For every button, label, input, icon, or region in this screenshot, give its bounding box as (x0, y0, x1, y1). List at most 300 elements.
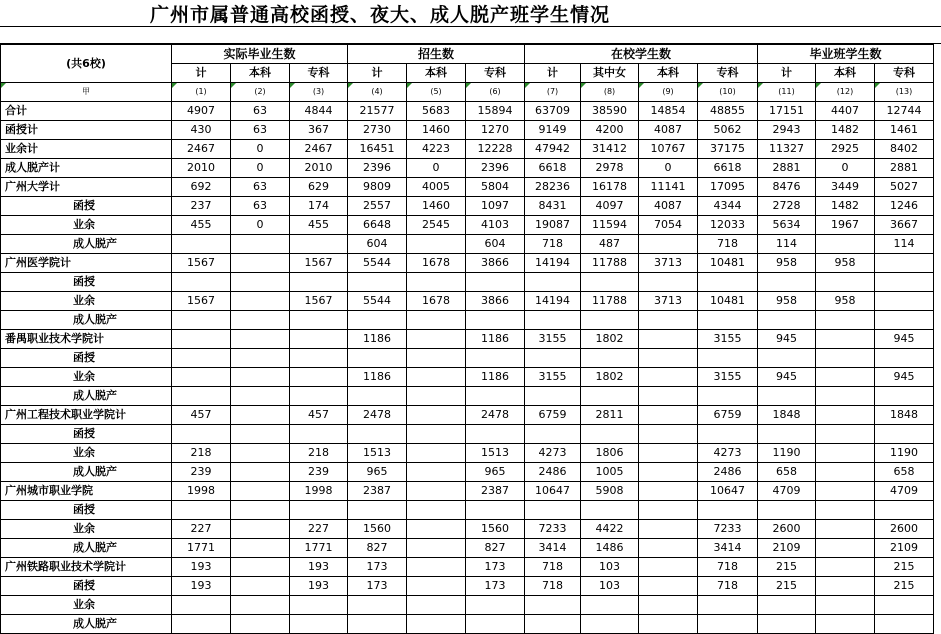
table-cell: 63 (231, 178, 290, 197)
table-cell (525, 615, 581, 634)
table-row (1, 102, 934, 121)
table-cell (581, 387, 639, 406)
table-cell (875, 387, 934, 406)
row-label: 函授 (1, 577, 172, 596)
table-cell: 5634 (758, 216, 816, 235)
table-cell: 718 (698, 558, 758, 577)
table-cell: 1567 (290, 292, 348, 311)
group-header: 在校学生数 (525, 45, 758, 64)
table-cell: 3449 (816, 178, 875, 197)
sheet-title: 广州市属普通高校函授、夜大、成人脱产班学生情况 (149, 3, 610, 26)
table-cell: 718 (525, 235, 581, 254)
table-cell (231, 558, 290, 577)
table-cell: 1513 (348, 444, 407, 463)
table-cell (231, 368, 290, 387)
index-row (1, 83, 934, 102)
table-row (1, 292, 934, 311)
table-cell (231, 596, 290, 615)
table-cell: 0 (231, 159, 290, 178)
table-cell (875, 596, 934, 615)
table-cell (581, 501, 639, 520)
table-cell (816, 615, 875, 634)
table-row (1, 159, 934, 178)
table-cell: 239 (290, 463, 348, 482)
table-cell (816, 368, 875, 387)
column-index: (5) (407, 83, 466, 102)
column-header: 专科 (466, 64, 525, 83)
table-cell (816, 349, 875, 368)
column-header: 计 (348, 64, 407, 83)
table-cell: 1771 (290, 539, 348, 558)
table-cell (348, 311, 407, 330)
table-cell: 63709 (525, 102, 581, 121)
table-cell (290, 349, 348, 368)
table-cell (639, 482, 698, 501)
table-cell: 2881 (875, 159, 934, 178)
row-label: 番禺职业技术学院计 (1, 330, 172, 349)
table-cell (172, 596, 231, 615)
table-cell: 5027 (875, 178, 934, 197)
table-cell (581, 349, 639, 368)
table-cell: 7054 (639, 216, 698, 235)
column-index: (6) (466, 83, 525, 102)
index-label: 甲 (1, 83, 172, 102)
table-cell (816, 482, 875, 501)
column-index: (9) (639, 83, 698, 102)
table-cell (290, 387, 348, 406)
table-cell: 1190 (875, 444, 934, 463)
table-cell (816, 406, 875, 425)
column-index: (13) (875, 83, 934, 102)
table-cell: 1186 (466, 330, 525, 349)
table-cell: 17095 (698, 178, 758, 197)
table-cell (231, 482, 290, 501)
table-cell: 16178 (581, 178, 639, 197)
table-cell: 63 (231, 197, 290, 216)
table-cell: 63 (231, 121, 290, 140)
table-cell (639, 615, 698, 634)
table-cell (525, 501, 581, 520)
table-row (1, 197, 934, 216)
table-cell: 1771 (172, 539, 231, 558)
table-cell: 114 (758, 235, 816, 254)
table-cell: 4407 (816, 102, 875, 121)
table-cell: 12228 (466, 140, 525, 159)
table-cell: 1186 (348, 368, 407, 387)
table-row (1, 387, 934, 406)
table-cell (407, 463, 466, 482)
table-cell (231, 406, 290, 425)
table-cell (348, 387, 407, 406)
column-header: 其中女 (581, 64, 639, 83)
table-cell (639, 558, 698, 577)
table-cell: 2486 (525, 463, 581, 482)
table-cell: 658 (758, 463, 816, 482)
table-cell: 227 (290, 520, 348, 539)
row-label: 成人脱产计 (1, 159, 172, 178)
table-cell (407, 596, 466, 615)
table-cell: 28236 (525, 178, 581, 197)
table-cell: 215 (758, 577, 816, 596)
table-cell (816, 387, 875, 406)
table-cell: 3414 (698, 539, 758, 558)
table-cell: 1560 (348, 520, 407, 539)
table-cell: 8476 (758, 178, 816, 197)
table-cell: 237 (172, 197, 231, 216)
table-cell: 3155 (698, 330, 758, 349)
table-cell (172, 311, 231, 330)
table-cell: 1270 (466, 121, 525, 140)
table-cell: 1482 (816, 121, 875, 140)
row-label: 广州铁路职业技术学院计 (1, 558, 172, 577)
column-header: 计 (525, 64, 581, 83)
group-header: 毕业班学生数 (758, 45, 934, 64)
table-cell: 3155 (525, 368, 581, 387)
table-cell (758, 501, 816, 520)
table-cell: 1482 (816, 197, 875, 216)
table-cell: 3713 (639, 254, 698, 273)
table-cell: 4709 (758, 482, 816, 501)
table-cell (816, 425, 875, 444)
table-cell: 1190 (758, 444, 816, 463)
table-cell: 4103 (466, 216, 525, 235)
table-row (1, 311, 934, 330)
table-cell: 2467 (172, 140, 231, 159)
table-cell (290, 596, 348, 615)
table-cell: 958 (758, 254, 816, 273)
table-cell: 215 (758, 558, 816, 577)
table-cell: 1967 (816, 216, 875, 235)
row-label: 成人脱产 (1, 463, 172, 482)
row-label: 函授 (1, 197, 172, 216)
table-cell: 15894 (466, 102, 525, 121)
table-row (1, 330, 934, 349)
table-cell: 5804 (466, 178, 525, 197)
row-label: 业余 (1, 444, 172, 463)
table-cell (231, 273, 290, 292)
group-header: 招生数 (348, 45, 525, 64)
table-cell: 1567 (172, 254, 231, 273)
table-cell: 5062 (698, 121, 758, 140)
table-cell: 6648 (348, 216, 407, 235)
table-cell (816, 501, 875, 520)
table-cell (639, 577, 698, 596)
table-cell: 114 (875, 235, 934, 254)
table-cell: 2978 (581, 159, 639, 178)
table-cell (231, 444, 290, 463)
table-cell: 1998 (172, 482, 231, 501)
table-cell: 0 (231, 140, 290, 159)
table-cell (407, 406, 466, 425)
table-cell (758, 387, 816, 406)
table-cell (639, 235, 698, 254)
table-cell (816, 311, 875, 330)
table-row (1, 406, 934, 425)
table-cell (758, 615, 816, 634)
table-cell: 1998 (290, 482, 348, 501)
table-cell (172, 501, 231, 520)
table-cell (231, 501, 290, 520)
table-cell (639, 349, 698, 368)
table-cell (639, 387, 698, 406)
table-cell (525, 425, 581, 444)
column-index: (11) (758, 83, 816, 102)
table-cell (407, 330, 466, 349)
row-label: 业余 (1, 368, 172, 387)
table-cell: 1678 (407, 292, 466, 311)
row-label: 函授计 (1, 121, 172, 140)
table-cell (407, 425, 466, 444)
table-cell (466, 615, 525, 634)
table-cell (698, 425, 758, 444)
table-cell: 193 (172, 577, 231, 596)
row-label: 业余 (1, 292, 172, 311)
data-table (0, 44, 934, 634)
table-cell: 193 (290, 577, 348, 596)
column-header: 专科 (290, 64, 348, 83)
row-label: 合计 (1, 102, 172, 121)
table-cell: 103 (581, 558, 639, 577)
table-cell (758, 596, 816, 615)
table-cell: 1186 (348, 330, 407, 349)
table-cell: 10767 (639, 140, 698, 159)
table-cell (698, 273, 758, 292)
table-cell: 2109 (758, 539, 816, 558)
table-cell: 2010 (290, 159, 348, 178)
table-cell: 173 (348, 558, 407, 577)
table-cell (172, 330, 231, 349)
table-cell: 945 (875, 330, 934, 349)
table-cell: 9809 (348, 178, 407, 197)
table-row (1, 368, 934, 387)
table-cell (698, 596, 758, 615)
table-cell: 1460 (407, 197, 466, 216)
table-cell: 1005 (581, 463, 639, 482)
table-cell (172, 387, 231, 406)
table-row (1, 577, 934, 596)
table-cell (231, 425, 290, 444)
table-cell: 692 (172, 178, 231, 197)
column-index: (8) (581, 83, 639, 102)
table-cell: 7233 (698, 520, 758, 539)
blank-row (0, 27, 941, 44)
table-cell (816, 444, 875, 463)
table-cell (639, 444, 698, 463)
row-label: 成人脱产 (1, 311, 172, 330)
table-cell: 11594 (581, 216, 639, 235)
table-cell (407, 349, 466, 368)
table-cell (231, 235, 290, 254)
table-cell: 1460 (407, 121, 466, 140)
table-cell (290, 425, 348, 444)
table-cell (407, 577, 466, 596)
table-cell: 173 (466, 558, 525, 577)
table-cell: 11788 (581, 292, 639, 311)
table-cell: 2600 (758, 520, 816, 539)
column-index: (4) (348, 83, 407, 102)
table-cell (231, 520, 290, 539)
table-row (1, 121, 934, 140)
table-row (1, 596, 934, 615)
table-cell (407, 501, 466, 520)
table-cell (875, 349, 934, 368)
table-cell: 1246 (875, 197, 934, 216)
table-cell: 16451 (348, 140, 407, 159)
table-cell: 430 (172, 121, 231, 140)
row-label: 函授 (1, 425, 172, 444)
table-cell (639, 273, 698, 292)
table-cell (698, 349, 758, 368)
table-cell (525, 311, 581, 330)
table-cell: 4005 (407, 178, 466, 197)
table-cell: 14194 (525, 292, 581, 311)
table-cell (758, 349, 816, 368)
table-cell: 1486 (581, 539, 639, 558)
table-cell: 1513 (466, 444, 525, 463)
table-cell (875, 425, 934, 444)
table-cell (875, 311, 934, 330)
row-label: 函授 (1, 349, 172, 368)
table-cell: 2486 (698, 463, 758, 482)
table-cell: 10481 (698, 292, 758, 311)
table-cell (581, 311, 639, 330)
row-label: 成人脱产 (1, 235, 172, 254)
table-cell (758, 273, 816, 292)
table-cell (466, 311, 525, 330)
table-cell (348, 349, 407, 368)
column-index: (12) (816, 83, 875, 102)
table-row (1, 178, 934, 197)
table-cell: 827 (348, 539, 407, 558)
table-cell (290, 330, 348, 349)
table-cell: 2387 (466, 482, 525, 501)
table-cell (348, 596, 407, 615)
table-cell: 1567 (290, 254, 348, 273)
table-cell (407, 387, 466, 406)
table-cell (875, 292, 934, 311)
table-cell (407, 482, 466, 501)
table-cell: 1560 (466, 520, 525, 539)
row-label: 成人脱产 (1, 615, 172, 634)
table-cell (348, 273, 407, 292)
table-cell (816, 273, 875, 292)
table-cell: 2557 (348, 197, 407, 216)
table-cell (581, 273, 639, 292)
table-cell: 174 (290, 197, 348, 216)
table-cell: 4097 (581, 197, 639, 216)
table-cell: 3155 (698, 368, 758, 387)
table-cell: 227 (172, 520, 231, 539)
table-cell (348, 501, 407, 520)
table-cell: 2545 (407, 216, 466, 235)
table-cell: 2478 (466, 406, 525, 425)
table-cell (172, 273, 231, 292)
table-cell: 658 (875, 463, 934, 482)
column-header: 本科 (639, 64, 698, 83)
table-cell: 2811 (581, 406, 639, 425)
table-cell (348, 615, 407, 634)
table-cell: 37175 (698, 140, 758, 159)
column-header: 专科 (875, 64, 934, 83)
table-cell: 718 (525, 558, 581, 577)
table-cell: 827 (466, 539, 525, 558)
table-cell: 1678 (407, 254, 466, 273)
table-cell (466, 387, 525, 406)
table-cell: 21577 (348, 102, 407, 121)
table-cell: 173 (466, 577, 525, 596)
table-cell (639, 463, 698, 482)
table-cell (407, 615, 466, 634)
table-cell: 1186 (466, 368, 525, 387)
table-cell: 367 (290, 121, 348, 140)
table-cell: 4273 (698, 444, 758, 463)
table-cell: 193 (172, 558, 231, 577)
table-cell: 4087 (639, 121, 698, 140)
table-cell: 2478 (348, 406, 407, 425)
table-cell: 10481 (698, 254, 758, 273)
table-cell (407, 368, 466, 387)
table-cell: 7233 (525, 520, 581, 539)
column-index: (1) (172, 83, 231, 102)
table-cell: 218 (172, 444, 231, 463)
table-cell: 718 (698, 235, 758, 254)
table-cell (875, 273, 934, 292)
table-cell (290, 273, 348, 292)
row-label: 业余 (1, 596, 172, 615)
title-row (0, 0, 941, 27)
column-header: 计 (758, 64, 816, 83)
table-cell: 4200 (581, 121, 639, 140)
column-header: 专科 (698, 64, 758, 83)
table-cell (581, 425, 639, 444)
row-label: 广州工程技术职业学院计 (1, 406, 172, 425)
table-cell: 3155 (525, 330, 581, 349)
table-cell (816, 330, 875, 349)
column-header: 本科 (231, 64, 290, 83)
row-label: 业余 (1, 216, 172, 235)
table-cell: 2881 (758, 159, 816, 178)
table-cell (758, 311, 816, 330)
column-index: (2) (231, 83, 290, 102)
table-cell: 1802 (581, 368, 639, 387)
table-cell (172, 349, 231, 368)
table-cell: 5908 (581, 482, 639, 501)
table-cell (639, 425, 698, 444)
table-cell (816, 577, 875, 596)
table-row (1, 558, 934, 577)
corner-label: (共6校) (1, 45, 172, 83)
table-cell: 455 (290, 216, 348, 235)
table-row (1, 254, 934, 273)
table-cell: 3866 (466, 254, 525, 273)
table-cell: 945 (758, 368, 816, 387)
table-cell: 4844 (290, 102, 348, 121)
table-cell (698, 501, 758, 520)
table-cell (816, 558, 875, 577)
table-cell: 3713 (639, 292, 698, 311)
table-cell (231, 311, 290, 330)
table-row (1, 539, 934, 558)
table-cell (172, 235, 231, 254)
table-cell: 455 (172, 216, 231, 235)
table-cell: 8402 (875, 140, 934, 159)
table-cell: 718 (525, 577, 581, 596)
table-cell (407, 311, 466, 330)
table-cell (407, 273, 466, 292)
table-cell (816, 520, 875, 539)
table-cell: 1461 (875, 121, 934, 140)
table-cell: 11327 (758, 140, 816, 159)
